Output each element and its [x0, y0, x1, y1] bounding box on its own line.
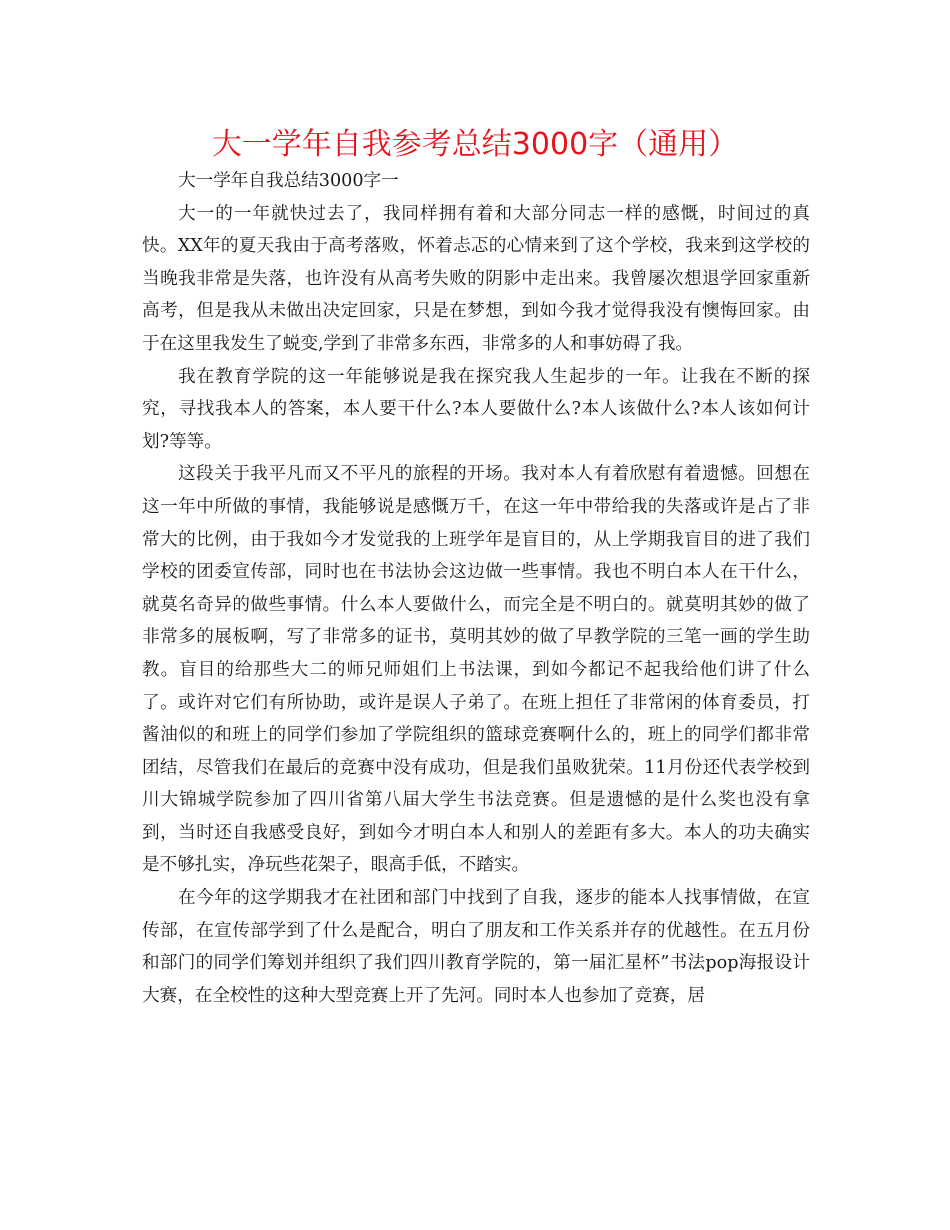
- document-title: 大一学年自我参考总结3000字（通用）: [211, 127, 739, 162]
- section-heading: 大一学年自我总结3000字一: [178, 171, 399, 191]
- paragraph-4: 在今年的这学期我才在社团和部门中找到了自我，逐步的能本人找事情做，在宣传部，在宣传部学到了什么是配合，明白了朋友和工作关系并存的优越性。在五月份和部门的同学们筹划并组织了我们四川教育学院的，第一届汇星杯”书法pop海报设计大赛，在全校性的这种大型竞赛上开了先河。同时本人也参加了竞赛，居: [142, 888, 810, 1006]
- paragraph-3: 这段关于我平凡而又不平凡的旅程的开场。我对本人有着欣慰有着遗憾。回想在这一年中所做的事情，我能够说是感慨万千，在这一年中带给我的失落或许是占了非常大的比例，由于我如今才发觉我的上班学年是盲目的，从上学期我盲目的进了我们学校的团委宣传部，同时也在书法协会这边做一些事情。我也不明白本人在干什么，就莫名奇异的做些事情。什么本人要做什么，而完全是不明白的。就莫明其妙的做了非常多的展板啊，写了非常多的证书，莫明其妙的做了早教学院的三笔一画的学生助教。盲目的给那些大二的师兄师姐们上书法课，到如今都记不起我给他们讲了什么了。或许对它们有所协助，或许是误人子弟了。在班上担任了非常闲的体育委员，打酱油似的和班上的同学们参加了学院组织的篮球竞赛啊什么的，班上的同学们都非常团结，尽管我们在最后的竞赛中没有成功，但是我们虽败犹荣。11月份还代表学校到川大锦城学院参加了四川省第八届大学生书法竞赛。但是遗憾的是什么奖也没有拿到，当时还自我感受良好，到如今才明白本人和别人的差距有多大。本人的功夫确实是不够扎实，净玩些花架子，眼高手低，不踏实。: [142, 464, 810, 876]
- paragraph-1: 大一的一年就快过去了，我同样拥有着和大部分同志一样的感慨，时间过的真快。XX年的夏天我由于高考落败，怀着忐忑的心情来到了这个学校，我来到这学校的当晚我非常是失落，也许没有从高考失败的阴影中走出来。我曾屡次想退学回家重新高考，但是我从未做出决定回家，只是在梦想，到如今我才觉得我没有懊悔回家。由于在这里我发生了蜕变,学到了非常多东西，非常多的人和事妨碍了我。: [142, 203, 810, 354]
- document-body: [142, 165, 810, 1012]
- paragraph-2: 我在教育学院的这一年能够说是我在探究我人生起步的一年。让我在不断的探究，寻找我本人的答案，本人要干什么?本人要做什么?本人该做什么?本人该如何计划?等等。: [142, 366, 810, 452]
